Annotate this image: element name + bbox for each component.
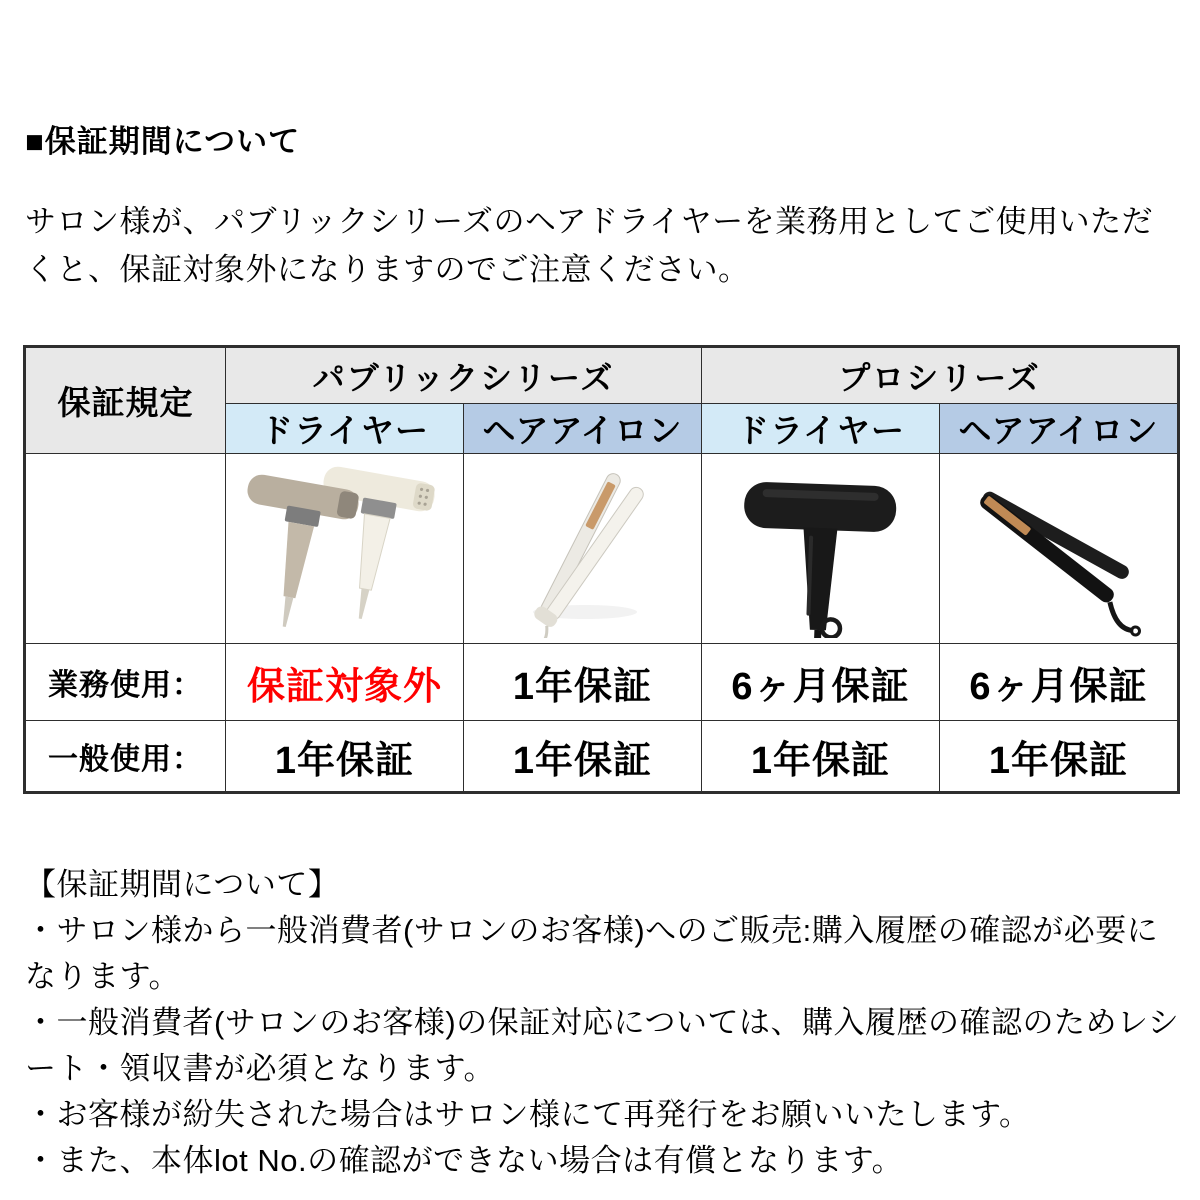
value-business-public-hair-iron: 1年保証 [464, 644, 702, 721]
public-series-hair-iron-photo [473, 460, 693, 638]
cell-pro-hair-iron-image [940, 454, 1179, 644]
pro-series-dryer-photo [711, 460, 931, 638]
series-header-public: パブリックシリーズ [226, 347, 702, 404]
col-header-pro-dryer: ドライヤー [702, 404, 940, 454]
page-title: ■保証期間について [25, 124, 301, 159]
series-header-pro: プロシリーズ [702, 347, 1179, 404]
public-series-dryer-photo [235, 460, 455, 638]
corner-header: 保証規定 [25, 347, 226, 454]
note-item-receipt: ・一般消費者(サロンのお客様)の保証対応については、購入履歴の確認のためレシート・領収書が必須となります。 [25, 1005, 1180, 1086]
empty-cell [25, 454, 226, 644]
notes-title: 【保証期間について】 [25, 867, 340, 902]
pro-series-hair-iron-photo [949, 460, 1169, 638]
row-label-general-use: 一般使用： [25, 721, 226, 793]
col-header-pro-hair-iron: ヘアアイロン [940, 404, 1179, 454]
intro-text: サロン様が、パブリックシリーズのヘアドライヤーを業務用としてご使用いただくと、保証対象外になりますのでご注意ください。 [25, 204, 1154, 287]
value-general-public-dryer: 1年保証 [226, 721, 464, 793]
note-item-lot-no: ・また、本体lot No.の確認ができない場合は有償となります。 [25, 1143, 904, 1178]
value-business-pro-dryer: 6ヶ月保証 [702, 644, 940, 721]
col-header-public-dryer: ドライヤー [226, 404, 464, 454]
cell-public-dryer-image [226, 454, 464, 644]
note-item-sales: ・サロン様から一般消費者(サロンのお客様)へのご販売:購入履歴の確認が必要になります。 [25, 913, 1159, 994]
col-header-public-hair-iron: ヘアアイロン [464, 404, 702, 454]
warranty-table [23, 345, 1180, 794]
value-general-pro-dryer: 1年保証 [702, 721, 940, 793]
value-business-pro-hair-iron: 6ヶ月保証 [940, 644, 1179, 721]
cell-public-hair-iron-image [464, 454, 702, 644]
value-business-public-dryer: 保証対象外 [226, 644, 464, 721]
cell-pro-dryer-image [702, 454, 940, 644]
row-label-business-use: 業務使用： [25, 644, 226, 721]
note-item-reissue: ・お客様が紛失された場合はサロン様にて再発行をお願いいたします。 [25, 1097, 1031, 1132]
value-general-public-hair-iron: 1年保証 [464, 721, 702, 793]
value-general-pro-hair-iron: 1年保証 [940, 721, 1179, 793]
notes-section [25, 862, 1187, 1184]
